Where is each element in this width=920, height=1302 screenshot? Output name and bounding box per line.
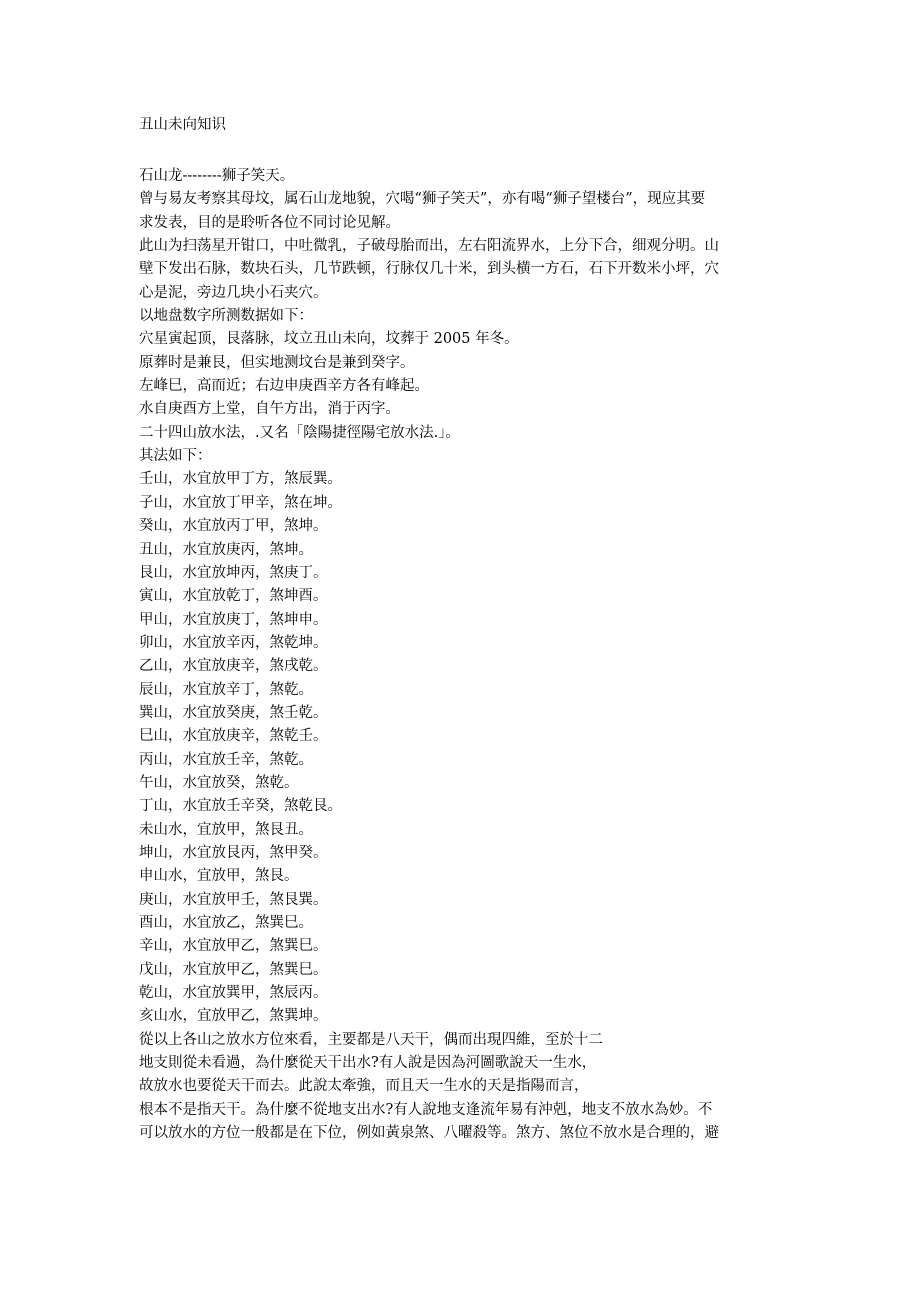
text-line: 子山，水宜放丁甲辛，煞在坤。 — [139, 494, 342, 511]
text-line: 以地盘数字所测数据如下： — [139, 308, 313, 325]
text-line: 甲山，水宜放庚丁，煞坤申。 — [139, 611, 328, 628]
text-line: 曾与易友考察其母坟，属石山龙地貌，穴喝“狮子笑天”，亦有喝“狮子望楼台”，现应其要 — [139, 191, 706, 208]
document-title: 丑山未向知识 — [139, 117, 226, 133]
text-line: 癸山，水宜放丙丁甲，煞坤。 — [139, 518, 328, 535]
text-line: 心是泥，旁边几块小石夹穴。 — [139, 284, 328, 301]
text-line: 故放水也要從天干而去。此說太牽強，而且天一生水的天是指陽而言， — [139, 1078, 589, 1095]
text-line: 乙山，水宜放庚辛，煞戌乾。 — [139, 658, 328, 675]
text-line: 原葬时是兼艮，但实地测坟台是兼到癸字。 — [139, 354, 415, 371]
text-line: 寅山，水宜放乾丁，煞坤酉。 — [139, 588, 328, 605]
text-line: 地支則從未看過，為什麼從天干出水?有人說是因為河圖歌說天一生水， — [139, 1055, 597, 1072]
text-line: 申山水，宜放甲，煞艮。 — [139, 868, 299, 885]
text-line: 亥山水，宜放甲乙，煞巽坤。 — [139, 1008, 328, 1025]
text-line: 可以放水的方位一般都是在下位，例如黃泉煞、八曜殺等。煞方、煞位不放水是合理的，避 — [139, 1125, 719, 1142]
text-line: 從以上各山之放水方位來看，主要都是八天干，偶而出現四維，至於十二 — [139, 1031, 603, 1048]
text-line: 穴星寅起顶，艮落脉，坟立丑山未向，坟葬于 2005 年冬。 — [139, 331, 519, 348]
text-line: 壁下发出石脉，数块石头，几节跌顿，行脉仅几十米，到头横一方石，石下开数米小坪，穴 — [139, 261, 719, 278]
text-line: 坤山，水宜放艮丙，煞甲癸。 — [139, 844, 328, 861]
text-line: 求发表，目的是聆听各位不同讨论见解。 — [139, 214, 400, 231]
text-line: 左峰巳，高而近；右边申庚酉辛方各有峰起。 — [139, 378, 429, 395]
text-line: 石山龙--------狮子笑天。 — [139, 168, 295, 184]
document-body — [139, 165, 789, 1145]
text-line: 庚山，水宜放甲壬，煞艮巽。 — [139, 891, 328, 908]
text-line: 辛山，水宜放甲乙，煞巽巳。 — [139, 938, 328, 955]
text-line: 丙山，水宜放壬辛，煞乾。 — [139, 751, 313, 768]
text-line: 辰山，水宜放辛丁，煞乾。 — [139, 681, 313, 698]
text-line: 丁山，水宜放壬辛癸，煞乾艮。 — [139, 798, 342, 815]
text-line: 巳山，水宜放庚辛，煞乾壬。 — [139, 728, 328, 745]
text-line: 乾山，水宜放巽甲，煞辰丙。 — [139, 985, 328, 1002]
text-line: 卯山，水宜放辛丙，煞乾坤。 — [139, 634, 328, 651]
text-line: 午山，水宜放癸，煞乾。 — [139, 774, 299, 791]
text-line: 丑山，水宜放庚丙，煞坤。 — [139, 541, 313, 558]
text-line: 根本不是指天干。為什麼不從地支出水?有人說地支逢流年易有沖剋，地支不放水為妙。不 — [139, 1101, 713, 1118]
text-line: 水自庚酉方上堂，自午方出，消于丙字。 — [139, 401, 400, 418]
text-line: 艮山，水宜放坤丙，煞庚丁。 — [139, 564, 328, 581]
text-line: 巽山，水宜放癸庚，煞壬乾。 — [139, 704, 328, 721]
text-line: 壬山，水宜放甲丁方，煞辰巽。 — [139, 471, 342, 488]
text-line: 未山水，宜放甲，煞艮丑。 — [139, 821, 313, 838]
text-line: 二十四山放水法，.又名「陰陽捷徑陽宅放水法.」。 — [139, 424, 460, 441]
text-line: 此山为扫荡星开钳口，中吐微乳，子破母胎而出，左右阳流界水，上分下合，细观分明。山 — [139, 238, 719, 255]
text-line: 戊山，水宜放甲乙，煞巽巳。 — [139, 961, 328, 978]
text-line: 其法如下： — [139, 448, 212, 465]
text-line: 酉山，水宜放乙，煞巽巳。 — [139, 915, 313, 931]
